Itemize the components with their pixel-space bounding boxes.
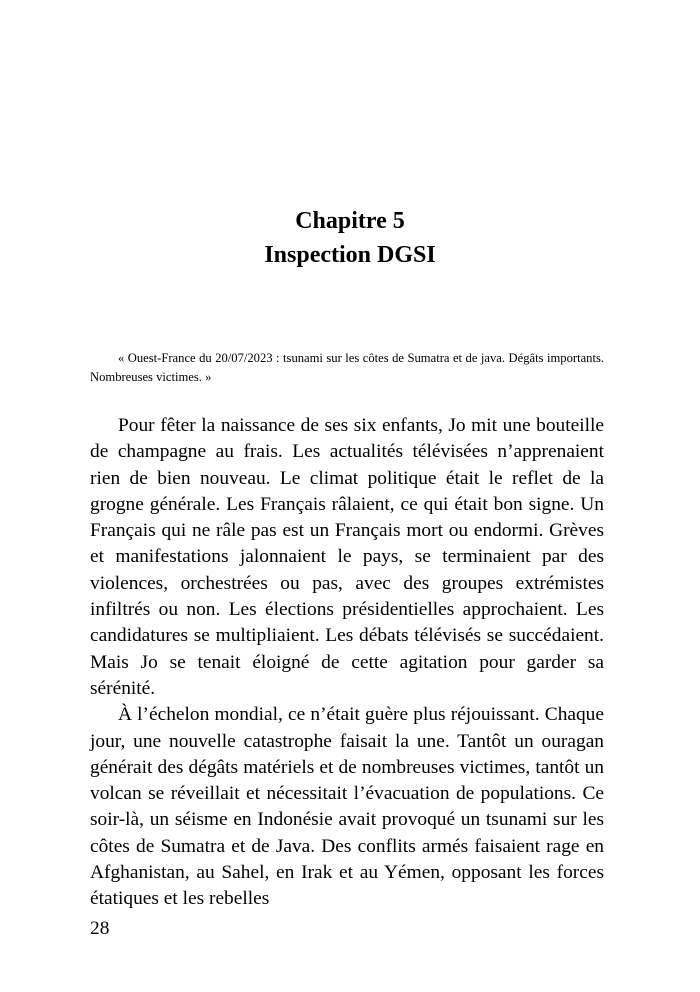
epigraph-quote: « Ouest-France du 20/07/2023 : tsunami sur les côtes de Sumatra et de java. Dégâts importants. Nombreuses victimes. »	[90, 351, 604, 384]
chapter-heading	[0, 204, 700, 272]
chapter-number: Chapitre 5	[295, 208, 405, 234]
paragraph: À l’échelon mondial, ce n’était guère plus réjouissant. Chaque jour, une nouvelle catastrophe faisait la une. Tantôt un ouragan générait des dégâts matériels et de nombreuses victimes, tantôt un volcan se réveillait et nécessitait l’évacuation de populations. Ce soir-là, un séisme en Indonésie avait provoqué un tsunami sur les côtes de Sumatra et de Java. Des conflits armés faisaient rage en Afghanistan, au Sahel, en Irak et au Yémen, opposant les forces étatiques et les rebelles	[90, 704, 604, 910]
chapter-title: Inspection DGSI	[264, 242, 436, 268]
body-text	[90, 413, 604, 913]
paragraph: Pour fêter la naissance de ses six enfants, Jo mit une bouteille de champagne au frais. Les actualités télévisées n’apprenaient rien de bien nouveau. Le climat politique était le reflet de la grogne générale. Les Français râlaient, ce qui était bon signe. Un Français qui ne râle pas est un Français mort ou endormi. Grèves et manifestations jalonnaient le pays, se terminaient par des violences, orchestrées ou pas, avec des groupes extrémistes infiltrés ou non. Les élections présidentielles approchaient. Les candidatures se multipliaient. Les débats télévisés se succédaient. Mais Jo se tenait éloigné de cette agitation pour garder sa sérénité.	[90, 415, 604, 699]
page-number: 28	[90, 918, 110, 939]
